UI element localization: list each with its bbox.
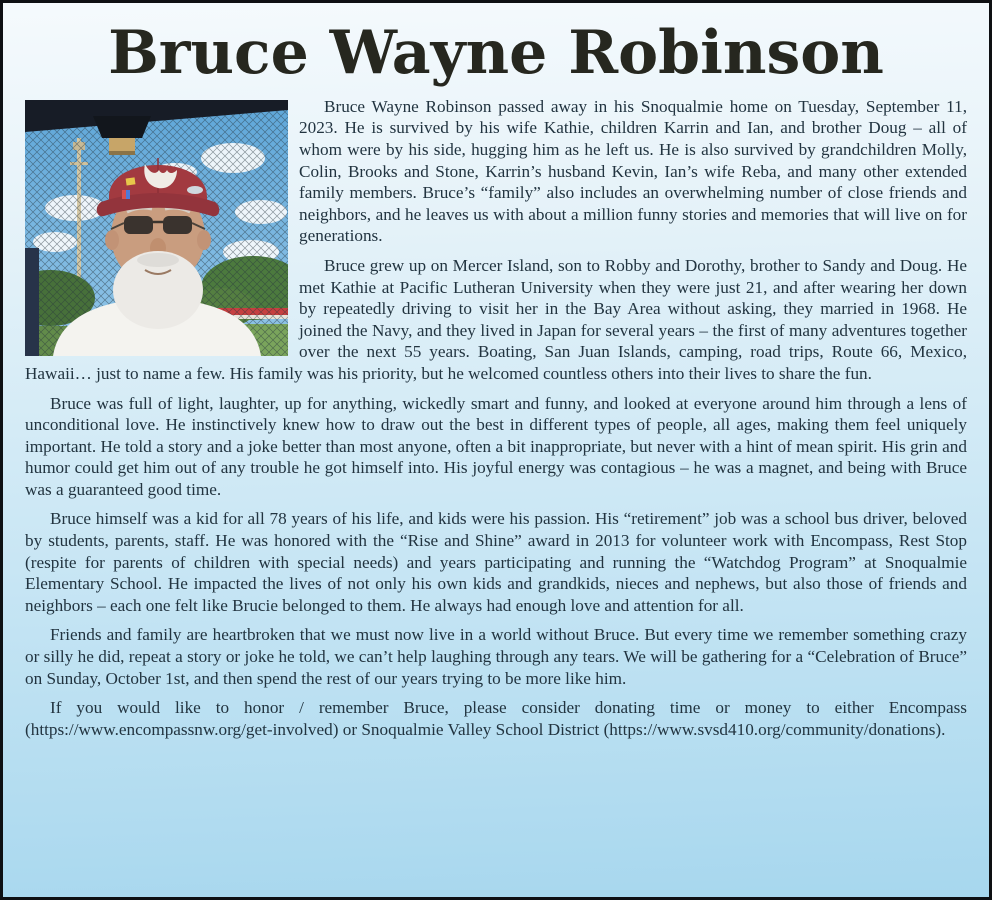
obituary-paragraph: Bruce Wayne Robinson passed away in his Snoqualmie home on Tuesday, September 11, 2023. He is survived by his wife Kathie, children Karrin and Ian, and brother Doug – all of whom were by his side, hugging him as he left us. He is also survived by grandchildren Molly, Colin, Brooks and Stone, Karrin’s husband Kevin, Ian’s wife Reba, and many other extended family members. Bruce’s “family” also includes an overwhelming number of close friends and neighbors, and he leaves us with about a million funny stories and memories that will live on for generations. [299,96,967,246]
obituary-body [3,96,989,741]
obituary-paragraph: Bruce was full of light, laughter, up for anything, wickedly smart and funny, and looked at everyone around him through a lens of unconditional love. He instinctively knew how to draw out the best in different types of people, all ages, making them feel uniquely important. He told a story and a joke better than most anyone, often a bit inappropriate, but never with a hint of mean spirit. His grin and humor could get him out of any trouble he got himself into. His joyful energy was contagious – he was a magnet, and being with Bruce was a guaranteed good time. [25,393,967,499]
page-title: Bruce Wayne Robinson [108,18,884,88]
obituary-paragraph: Bruce grew up on Mercer Island, son to Robby and Dorothy, brother to Sandy and Doug. He met Kathie at Pacific Lutheran University when they were just 21, and after wearing her down by repeatedly driving to visit her in the Bay Area without asking, they married in 1968. He joined the Navy, and they lived in Japan for several years – the first of many adventures together over the next 55 years. Boating, San Juan Islands, camping, road trips, Route 66, Mexico, Hawaii… just to name a few. His family was his priority, but he welcomed countless others into their lives to share the fun. [25,255,967,383]
obituary-paragraph: If you would like to honor / remember Bruce, please consider donating time or money to either Encompass (https://www.encompassnw.org/get-involved) or Snoqualmie Valley School District (https://www.svsd410.org/community/donations). [25,698,967,739]
support-post [25,248,39,356]
portrait-photo-illustration [25,100,288,356]
portrait-photo [25,100,288,356]
obituary-paragraph: Bruce himself was a kid for all 78 years of his life, and kids were his passion. His “retirement” job was a school bus driver, beloved by students, parents, staff. He was honored with the “Rise and Shine” award in 2013 for volunteer work with Encompass, Rest Stop (respite for parents of children with special needs) and years participating and running the “Watchdog Program” at Snoqualmie Elementary School. He impacted the lives of not only his own kids and grandkids, nieces and nephews, but also those of friends and neighbors – each one felt like Brucie belonged to them. He always had enough love and attention for all. [25,509,967,615]
obituary-paragraph: Friends and family are heartbroken that we must now live in a world without Bruce. But every time we remember something crazy or silly he did, repeat a story or joke he told, we can’t help laughing through any tears. We will be gathering for a “Celebration of Bruce” on Sunday, October 1st, and then spend the rest of our years trying to be more like him. [25,625,967,688]
